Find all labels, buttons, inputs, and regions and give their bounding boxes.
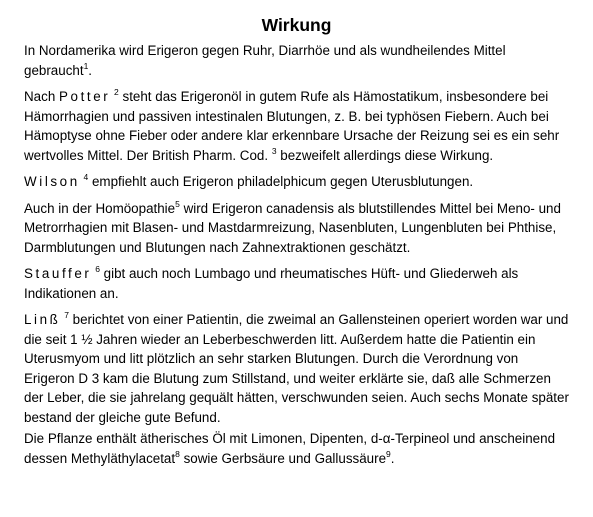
paragraph-text: In Nordamerika wird Erigeron gegen Ruhr, Diarrhöe und als wundheilendes Mittel gebraucht — [24, 43, 506, 78]
paragraph-text: gibt auch noch Lumbago und rheumatisches Hüft- und Gliederweh als Indikationen an. — [24, 266, 519, 301]
footnote-ref-1: 1 — [83, 60, 89, 71]
paragraph-usage-north-america — [24, 41, 569, 80]
author-name: Wilson — [24, 174, 80, 189]
paragraph-text-2: sowie Gerbsäure und Gallussäure — [179, 450, 387, 466]
paragraph-constituents — [24, 429, 569, 468]
paragraph-text-end: . — [390, 450, 395, 466]
document-page — [24, 14, 569, 475]
footnote-ref-3: 3 — [271, 145, 277, 156]
footnote-ref-4: 4 — [83, 172, 89, 182]
author-name: Potter — [58, 89, 111, 104]
paragraph-text: steht das Erigeronöl in gutem Rufe als Hämostatikum, insbesondere bei Hämorrhagien und passiven intestinalen Blutungen, z. B. bei typhösen Fiebern. Auch bei Hämoptyse ohne Fieber oder andere klar erkennbare Ursache der Reizung sei es ein sehr wertvolles Mittel. Der British Pharm. Cod. — [24, 89, 560, 163]
paragraph-text-end: wird Erigeron canadensis als blutstillendes Mittel bei Meno- und Metrorrhagien mit Blasen- und Mastdarmreizung, Nasenbluten, Lungenbluten bei Phthise, Darmblutungen und Blutungen nach Zahnextraktionen geschätzt. — [24, 200, 561, 255]
author-name: Stauffer — [24, 266, 92, 281]
paragraph-text: berichtet von einer Patientin, die zweimal an Gallensteinen operiert worden war und die seit 1 ½ Jahren wieder an Leberbeschwerden litt. Außerdem hatte die Patientin ein Uterusmyom und litt plötzlich an sehr starken Blutungen. Durch die Verordnung von Erigeron D 3 kam die Blutung zum Stillstand, und weiter erklärte sie, daß alle Schmerzen der Leber, die sie jahrelang gequält hätten, verschwunden seien. Auch sechs Monate später bestand der gleiche gute Befund. — [24, 312, 569, 425]
paragraph-text: Die Pflanze enthält ätherisches Öl mit Limonen, Dipenten, d-α-Terpineol und anscheinend dessen Methyläthylacetat — [24, 431, 556, 466]
section-title: Wirkung — [261, 15, 332, 35]
footnote-ref-9: 9 — [386, 448, 391, 459]
paragraph-text-end: bezweifelt allerdings diese Wirkung. — [276, 147, 494, 163]
footnote-ref-2: 2 — [114, 87, 119, 97]
paragraph-homoeopathy — [24, 199, 569, 258]
paragraph-prefix: Nach — [24, 89, 59, 104]
footnote-ref-8: 8 — [175, 448, 180, 459]
paragraph-stauffer — [24, 264, 569, 303]
author-name: Linß — [24, 312, 61, 327]
paragraph-text: empfiehlt auch Erigeron philadelphicum gegen Uterusblutungen. — [88, 174, 474, 189]
paragraph-linss — [24, 310, 569, 427]
paragraph-wilson — [24, 172, 569, 192]
footnote-ref-7: 7 — [64, 310, 69, 320]
paragraph-potter — [24, 87, 569, 165]
footnote-ref-5: 5 — [175, 198, 180, 209]
footnote-ref-6: 6 — [95, 264, 100, 274]
paragraph-text-end: . — [88, 62, 93, 78]
paragraph-text: Auch in der Homöopathie — [24, 200, 176, 216]
